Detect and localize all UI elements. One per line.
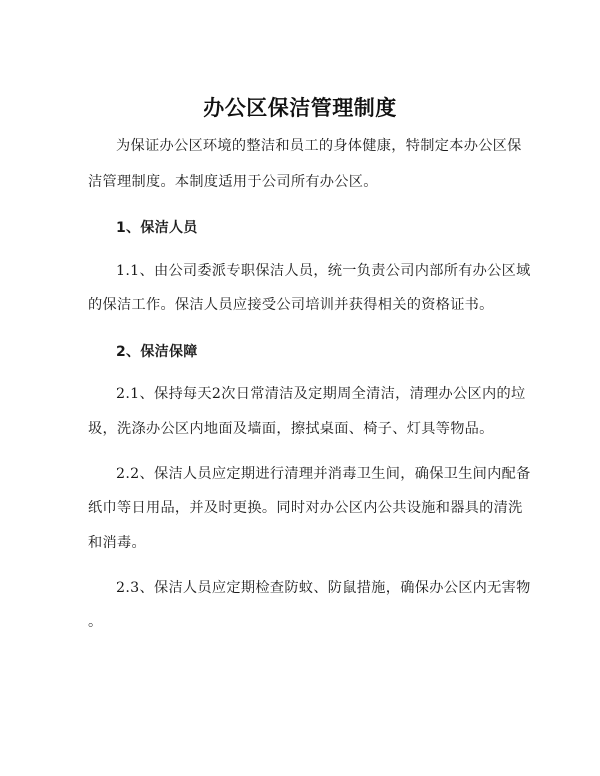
intro-line-1: 为保证办公区环境的整洁和员工的身体健康，特制定本办公区保 — [116, 138, 522, 154]
section-1-heading: 1、保洁人员 — [116, 220, 198, 236]
section-2-1-line-1: 2.1、保持每天2次日常清洁及定期周全清洁，清理办公区内的垃 — [116, 386, 526, 402]
section-2-heading: 2、保洁保障 — [116, 344, 198, 360]
section-1-1-line-1: 1.1、由公司委派专职保洁人员，统一负责公司内部所有办公区域 — [116, 263, 531, 279]
intro-line-2: 洁管理制度。本制度适用于公司所有办公区。 — [88, 174, 378, 190]
document-title: 办公区保洁管理制度 — [203, 96, 397, 120]
section-2-3-line-2: 。 — [88, 614, 103, 630]
section-1-1-line-2: 的保洁工作。保洁人员应接受公司培训并获得相关的资格证书。 — [88, 297, 494, 313]
section-2-3-line-1: 2.3、保洁人员应定期检查防蚊、防鼠措施，确保办公区内无害物 — [116, 580, 531, 596]
section-2-1-line-2: 圾，洗涤办公区内地面及墙面，擦拭桌面、椅子、灯具等物品。 — [88, 421, 494, 437]
section-2-2-line-1: 2.2、保洁人员应定期进行清理并消毒卫生间，确保卫生间内配备 — [116, 466, 531, 482]
section-2-2-line-2: 纸巾等日用品，并及时更换。同时对办公区内公共设施和器具的清洗 — [88, 500, 523, 516]
section-2-2-line-3: 和消毒。 — [88, 535, 146, 551]
